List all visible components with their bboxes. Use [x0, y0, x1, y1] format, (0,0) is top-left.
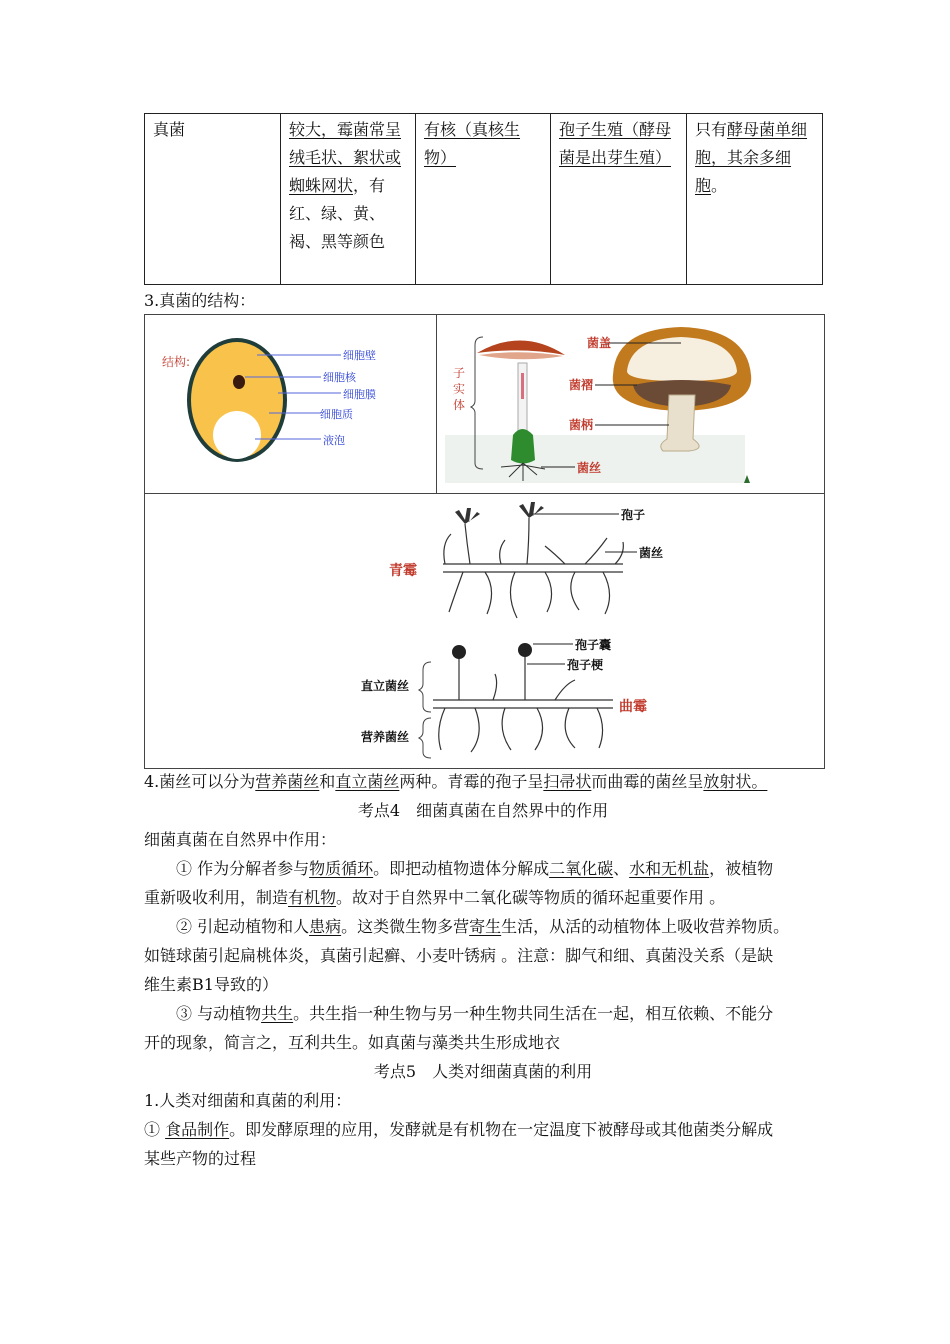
label-penicillium-hyphae: 菌丝 — [639, 546, 664, 560]
mushroom-stem-mark — [521, 373, 524, 399]
item-2-line-1: ② 引起动植物和人患病。这类微生物多营寄生生活，从活的动植物体上吸收营养物质。 — [176, 917, 790, 936]
label-cytoplasm: 细胞质 — [320, 408, 353, 421]
yeast-figure — [144, 314, 437, 494]
item-3-line-2: 开的现象，简言之，互利共生。如真菌与藻类共生形成地衣 — [144, 1033, 561, 1052]
penicillium-name: 青霉 — [389, 563, 417, 579]
mushroom-figure — [436, 314, 825, 494]
rhizopus-brackets — [419, 662, 431, 758]
yeast-cell-diagram — [145, 315, 436, 493]
label-nutritive-hyphae: 营养菌丝 — [361, 730, 410, 744]
label-cell-wall: 细胞壁 — [343, 349, 376, 362]
cell-name: 真菌 — [145, 114, 281, 285]
kp5-title: 考点5 人类对细菌真菌的利用 — [373, 1062, 593, 1081]
label-membrane: 细胞膜 — [343, 388, 376, 401]
rhizopus-sporangium-2 — [518, 643, 532, 657]
cell-reproduction: 孢子生殖（酵母 菌是出芽生殖） — [551, 114, 687, 285]
kp5-line-1: 1.人类对细菌和真菌的利用： — [144, 1091, 352, 1110]
label-gills: 菌褶 — [569, 378, 594, 392]
yeast-nucleus — [233, 375, 245, 389]
label-sporangium: 孢子囊 — [575, 638, 612, 652]
fruiting-body-label: 子实体 — [453, 366, 466, 412]
item-1-line-2: 重新吸收利用，制造有机物。故对于自然界中二氧化碳等物质的循环起重要作用 。 — [144, 888, 726, 907]
fungi-table — [144, 113, 823, 285]
penicillium-brushes — [455, 502, 544, 524]
yeast-vacuole — [213, 411, 261, 459]
yeast-structure-title: 结构: — [162, 355, 191, 369]
section3-title: 3.真菌的结构： — [144, 291, 256, 310]
kp5-item-1-line-1: ① 食品制作。即发酵原理的应用，发酵就是有机物在一定温度下被酵母或其他菌类分解成 — [144, 1120, 774, 1139]
line-4: 4.菌丝可以分为营养菌丝和直立菌丝两种。青霉的孢子呈扫帚状而曲霉的菌丝呈放射状。 — [144, 772, 768, 791]
molds-diagram — [145, 494, 824, 768]
cell-shape: 较大，霉菌常呈 绒毛状、絮状或 蜘蛛网状，有 红、绿、黄、 褐、黑等颜色 — [281, 114, 416, 285]
label-spore: 孢子 — [621, 508, 646, 522]
label-stem: 菌柄 — [569, 418, 594, 432]
label-nucleus: 细胞核 — [323, 371, 356, 384]
mushroom-gills — [479, 352, 563, 359]
cell-nucleus: 有核（真核生 物） — [416, 114, 551, 285]
penicillium-hyphae — [443, 518, 623, 618]
item-2-line-3: 维生素B1导致的） — [144, 975, 278, 994]
kp4-intro: 细菌真菌在自然界中作用： — [144, 830, 337, 849]
label-cap: 菌盖 — [587, 336, 612, 350]
label-hyphae: 菌丝 — [577, 461, 602, 475]
mushroom-volva — [511, 429, 535, 464]
label-sporangiophore: 孢子梗 — [567, 658, 604, 672]
rhizopus-sporangium-1 — [452, 645, 466, 659]
molds-figure — [144, 493, 825, 769]
label-erect-hyphae: 直立菌丝 — [361, 679, 410, 693]
rhizopus-name: 曲霉 — [619, 699, 647, 715]
table-row — [145, 114, 823, 285]
label-vacuole: 液泡 — [323, 434, 345, 447]
cell-cellularity: 只有酵母菌单细 胞，其余多细 胞。 — [687, 114, 823, 285]
kp5-item-1-line-2: 某些产物的过程 — [144, 1149, 257, 1168]
kp4-title: 考点4 细菌真菌在自然界中的作用 — [357, 801, 609, 820]
item-1-line-1: ① 作为分解者参与物质循环。即把动植物遗体分解成二氧化碳、水和无机盐，被植物 — [176, 859, 774, 878]
mushroom-diagram — [437, 315, 824, 493]
item-3-line-1: ③ 与动植物共生。共生指一种生物与另一种生物共同生活在一起，相互依赖、不能分 — [176, 1004, 774, 1023]
item-2-line-2: 如链球菌引起扁桃体炎，真菌引起癣、小麦叶锈病 。注意：脚气和细、真菌没关系（是缺 — [144, 946, 774, 965]
